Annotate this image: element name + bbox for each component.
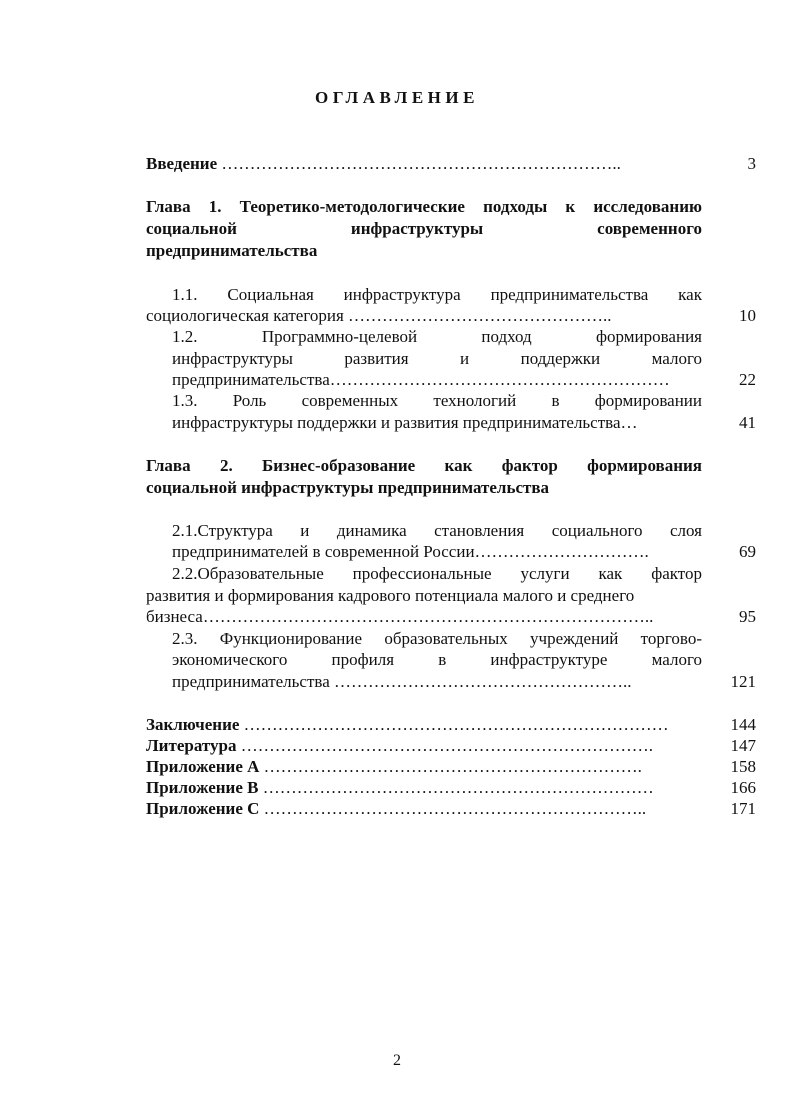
chapter-2-heading-line-1: Глава 2. Бизнес-образование как фактор формирования (146, 456, 702, 475)
page-ref: 147 (730, 736, 756, 755)
page-ref: 10 (739, 306, 756, 325)
entry-label: Заключение (146, 715, 240, 734)
section-1-3-line-1: 1.3. Роль современных технологий в формировании (172, 391, 702, 410)
section-1-1-line-1: 1.1. Социальная инфраструктура предпринимательства как (172, 285, 702, 304)
section-1-2-line-2: инфраструктуры развития и поддержки малого (172, 349, 702, 368)
chapter-1-heading-line-2: социальной инфраструктуры современного (146, 219, 702, 238)
section-1-2-line-1: 1.2. Программно-целевой подход формирования (172, 327, 702, 346)
page-number: 2 (393, 1052, 401, 1069)
page-ref: 166 (730, 778, 756, 797)
leader-dots: ………………………………………………………………… (243, 715, 669, 734)
leader-dots: ………………………………………………………………. (240, 736, 653, 755)
page-ref: 95 (739, 607, 756, 626)
section-2-2-line-1: 2.2.Образовательные профессиональные услуги как фактор (172, 564, 702, 583)
page-ref: 22 (739, 370, 756, 389)
entry-label: Введение (146, 154, 218, 173)
entry-label: Приложение С (146, 799, 260, 818)
page-ref: 121 (730, 672, 756, 691)
leader-dots: …………………………………………………………. (263, 757, 642, 776)
section-1-3-line-2: инфраструктуры поддержки и развития предпринимательства… (172, 413, 638, 432)
chapter-1-heading-line-3: предпринимательства (146, 241, 318, 260)
chapter-2-heading-line-2: социальной инфраструктуры предпринимательства (146, 478, 550, 497)
toc-entry-literature (146, 735, 653, 757)
page-ref: 3 (747, 154, 756, 173)
section-2-3-line-1: 2.3. Функционирование образовательных учреждений торгово- (172, 629, 702, 648)
section-1-1-line-2: социологическая категория ……………………………………….. (146, 306, 612, 325)
entry-label: Приложение В (146, 778, 259, 797)
leader-dots: ………………………………………………………….. (263, 799, 647, 818)
page-ref: 41 (739, 413, 756, 432)
section-2-2-line-2: развития и формирования кадрового потенциала малого и среднего (146, 586, 635, 605)
page-ref: 69 (739, 542, 756, 561)
toc-entry-appendix-c (146, 798, 646, 820)
entry-label: Приложение А (146, 757, 260, 776)
toc-entry-appendix-a (146, 756, 642, 778)
toc-entry-intro (146, 153, 621, 175)
section-2-1-line-2: предпринимателей в современной России…………………………. (172, 542, 649, 561)
section-2-3-line-2: экономического профиля в инфраструктуре малого (172, 650, 702, 669)
page-ref: 171 (730, 799, 756, 818)
entry-label: Литература (146, 736, 237, 755)
chapter-1-heading-line-1: Глава 1. Теоретико-методологические подходы к исследованию (146, 197, 702, 216)
toc-entry-conclusion (146, 714, 669, 736)
section-2-2-line-3: бизнеса…………………………………………………………………….. (146, 607, 654, 626)
leader-dots: …………………………………………………………… (262, 778, 654, 797)
page-ref: 144 (730, 715, 756, 734)
leader-dots: …………………………………………………………….. (221, 154, 621, 173)
section-2-3-line-3: предпринимательства …………………………………………….. (172, 672, 632, 691)
page-ref: 158 (730, 757, 756, 776)
toc-title: ОГЛАВЛЕНИЕ (315, 88, 479, 107)
section-2-1-line-1: 2.1.Структура и динамика становления социального слоя (172, 521, 702, 540)
toc-entry-appendix-b (146, 777, 654, 799)
section-1-2-line-3: предпринимательства…………………………………………………… (172, 370, 670, 389)
